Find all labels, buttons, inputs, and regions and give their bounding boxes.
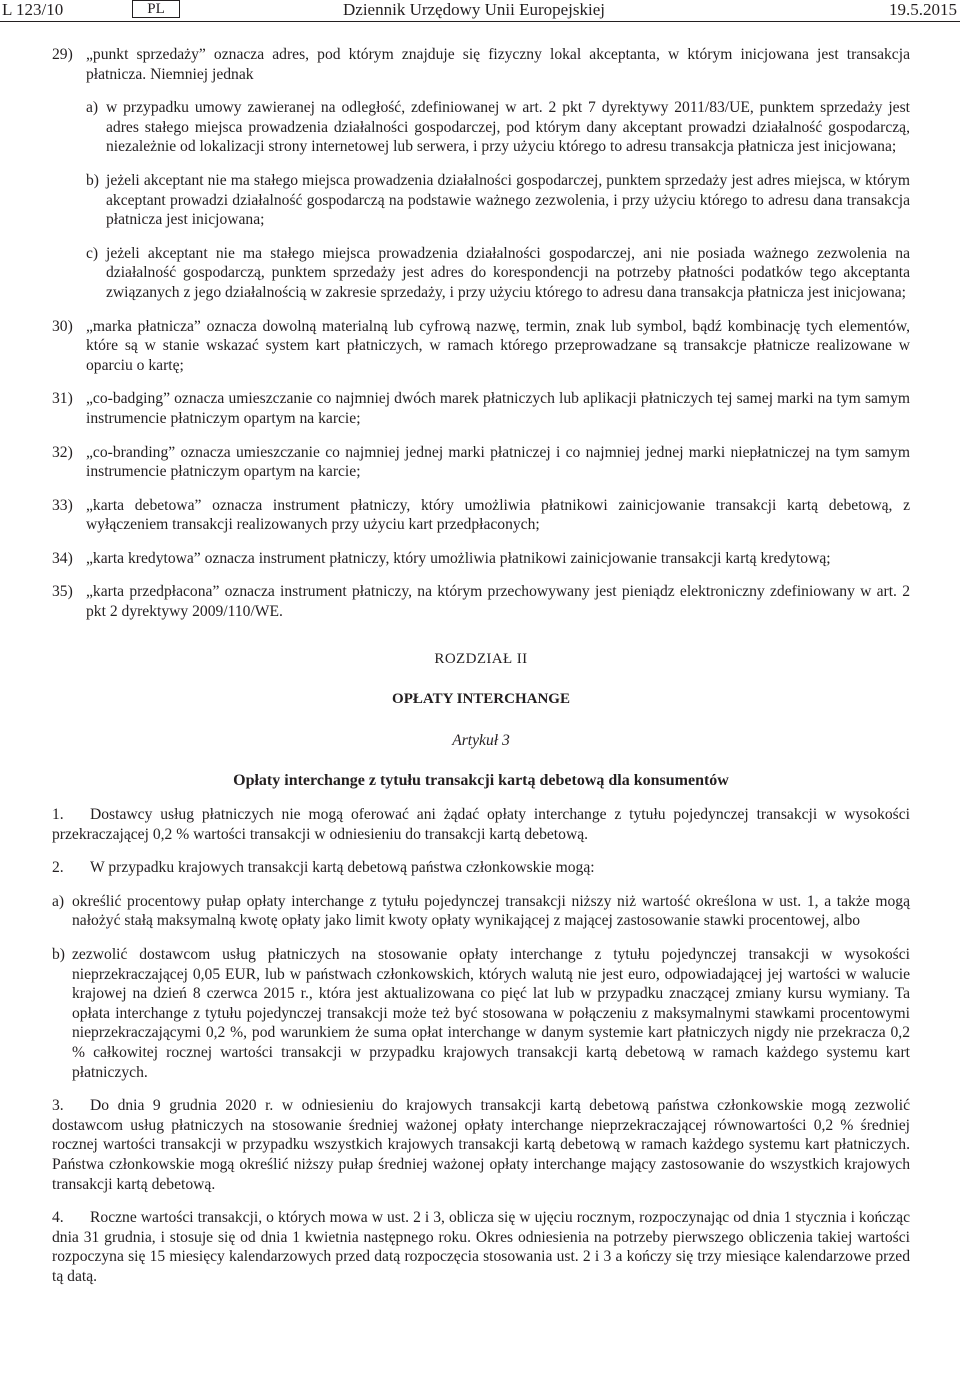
page-header xyxy=(0,0,960,24)
definition-number: 35) xyxy=(52,583,73,601)
journal-title: Dziennik Urzędowy Unii Europejskiej xyxy=(343,0,606,19)
definition-29 xyxy=(52,45,910,303)
definition-number: 33) xyxy=(52,496,73,514)
point-text: zezwolić dostawcom usług płatniczych na stosowanie opłaty interchange z tytułu pojedynczej transakcji w wysokości nieprzekraczającej 0,05 EUR, lub w państwach członkowskich, których walutą nie jest euro, odpowiadającej jej wartości w walucie krajowej na dzień 8 czerwca 2015 r., która jest aktualizowana co pięć lat lub w przypadku znaczącej zmiany kursu wymiany. Ta opłata interchange z tytułu pojedynczej transakcji może też być stosowana w połączeniu z maksymalnymi stawkami procentowymi nieprzekraczającymi 0,2 %, pod warunkiem że suma opłat interchange w danym systemie kart płatniczych nigdy nie przekracza 0,2 % całkowitej rocznej wartości transakcji w przypadku krajowych transakcji kartą debetową w ramach każdego systemu kart płatniczych. xyxy=(72,946,910,1081)
definition-35 xyxy=(52,582,910,621)
paragraph-2-point-b xyxy=(52,945,910,1082)
publication-date: 19.5.2015 xyxy=(889,0,957,19)
definition-number: 34) xyxy=(52,549,73,567)
definition-number: 29) xyxy=(52,46,73,63)
chapter-title: OPŁATY INTERCHANGE xyxy=(392,691,570,708)
definition-text: „karta debetowa” oznacza instrument płatniczy, który umożliwia płatnikowi zainicjowanie transakcji kartą debetową, z wyłączeniem transakcji realizowanych przy użyciu kart przedpłaconych; xyxy=(86,496,910,534)
definition-text: „punkt sprzedaży” oznacza adres, pod którym znajduje się fizyczny lokal akceptanta, w którym inicjowana jest transakcja płatnicza. Niemniej jednak xyxy=(86,46,910,83)
definition-text: „karta kredytowa” oznacza instrument płatniczy, który umożliwia płatnikowi zainicjowanie transakcji kartą kredytową; xyxy=(86,549,831,567)
point-text: jeżeli akceptant nie ma stałego miejsca prowadzenia działalności gospodarczej, ani nie posiada ważnego zezwolenia na działalność gospodarczą, punktem sprzedaży jest adres do korespondencji na potrzeby płatności podatków tego akceptanta związanych z jego działalnością w zakresie sprzedaży, i przy użyciu którego to adresu dana transakcja płatnicza jest inicjowana; xyxy=(106,244,910,301)
paragraph-text: W przypadku krajowych transakcji kartą debetową państwa członkowskie mogą: xyxy=(90,859,595,877)
definition-33 xyxy=(52,496,910,535)
point-text: jeżeli akceptant nie ma stałego miejsca prowadzenia działalności gospodarczej, punktem sprzedaży jest adres miejsca, w którym akceptant prowadzi działalność gospodarczą na podstawie ważnego zezwolenia, i przy użyciu którego to adresu dana transakcja płatnicza jest inicjowana; xyxy=(106,171,910,229)
chapter-label: ROZDZIAŁ II xyxy=(434,650,528,667)
article-label: Artykuł 3 xyxy=(452,731,510,749)
paragraph-2 xyxy=(52,858,910,878)
paragraph-2-point-a xyxy=(52,892,910,931)
article-title: Opłaty interchange z tytułu transakcji kartą debetową dla konsumentów xyxy=(233,772,729,790)
paragraph-1 xyxy=(52,805,910,844)
definition-32 xyxy=(52,443,910,482)
point-label: c) xyxy=(86,244,99,262)
point-label: b) xyxy=(86,171,99,189)
point-label: b) xyxy=(52,946,65,963)
document-body xyxy=(52,45,910,1287)
paragraph-number: 1. xyxy=(52,806,64,824)
point-text: określić procentowy pułap opłaty interchange z tytułu pojedynczej transakcji niższy niż wartość określona w ust. 1, a także mogą nałożyć stałą maksymalną kwotę opłaty jako limit kwoty opłaty wynikającej z mającej zastosowanie stawki procentowej, albo xyxy=(72,892,910,930)
definition-29-point-b xyxy=(86,171,910,230)
paragraph-text: Do dnia 9 grudnia 2020 r. w odniesieniu do krajowych transakcji kartą debetową państwa członkowskie mogą zezwolić dostawcom usług płatniczych na stosowanie średniej ważonej opłaty interchange nieprzekraczającej równowartości 0,2 % średniej rocznej wartości transakcji w przypadku wszystkich krajowych transakcji kartą debetową w ramach każdego systemu kart płatniczych. Państwa członkowskie mogą określić niższy pułap średniej ważonej opłaty interchange mający zastosowanie do wszystkich krajowych transakcji kartą debetową. xyxy=(52,1097,910,1193)
page-number: L 123/10 xyxy=(2,0,64,19)
point-label: a) xyxy=(52,892,65,910)
definition-text: „co-badging” oznacza umieszczanie co najmniej dwóch marek płatniczych lub aplikacji płatniczych tej samej marki na tym samym instrumencie płatniczym opartym na karcie; xyxy=(86,390,910,427)
definition-30 xyxy=(52,317,910,376)
definition-number: 30) xyxy=(52,317,73,335)
language-code-box: PL xyxy=(132,0,180,18)
header-rule xyxy=(0,21,960,22)
paragraph-4 xyxy=(52,1208,910,1286)
definition-34 xyxy=(52,549,910,569)
paragraph-number: 4. xyxy=(52,1209,64,1227)
paragraph-text: Dostawcy usług płatniczych nie mogą oferować ani żądać opłaty interchange z tytułu pojedynczej transakcji w wysokości przekraczającej 0,2 % wartości transakcji w odniesieniu do transakcji kartą debetową. xyxy=(52,806,910,843)
paragraph-text: Roczne wartości transakcji, o których mowa w ust. 2 i 3, oblicza się w ujęciu rocznym, rozpoczynając od dnia 1 stycznia i kończąc dnia 31 grudnia, i stosuje się od dnia 1 kwietnia następnego roku. Okres odniesienia na potrzeby pierwszego obliczenia takiej wartości rozpoczyna się 15 miesięcy kalendarzowych przed datą rozpoczęcia stosowania ust. 2 i 3 a kończy się trzy miesiące kalendarzowe przed tą datą. xyxy=(52,1209,910,1285)
definition-number: 32) xyxy=(52,443,73,461)
point-text: w przypadku umowy zawieranej na odległość, zdefiniowanej w art. 2 pkt 7 dyrektywy 2011/83/UE, punktem sprzedaży jest adres stałego miejsca prowadzenia działalności gospodarczej, pod którym dany akceptant prowadzi działalność gospodarczą, niezależnie od lokalizacji strony internetowej lub serwera, i przy użyciu którego to adresu transakcja płatnicza jest inicjowana; xyxy=(106,99,910,156)
paragraph-number: 2. xyxy=(52,859,64,877)
paragraph-number: 3. xyxy=(52,1097,64,1115)
paragraph-3 xyxy=(52,1096,910,1194)
definition-29-point-a xyxy=(86,98,910,157)
definition-31 xyxy=(52,389,910,428)
definition-29-point-c xyxy=(86,244,910,303)
definition-text: „karta przedpłacona” oznacza instrument płatniczy, na którym przechowywany jest pieniądz elektroniczny zdefiniowany w art. 2 pkt 2 dyrektywy 2009/110/WE. xyxy=(86,583,910,621)
definition-number: 31) xyxy=(52,390,73,408)
point-label: a) xyxy=(86,99,99,117)
definition-text: „marka płatnicza” oznacza dowolną materialną lub cyfrową nazwę, termin, znak lub symbol, bądź kombinację tych elementów, które są w stanie wskazać system kart płatniczych, w ramach którego przeprowadzane są transakcje płatnicze realizowane w oparciu o kartę; xyxy=(86,317,910,374)
definition-text: „co-branding” oznacza umieszczanie co najmniej jednej marki płatniczej i co najmniej jednej marki niepłatniczej na tym samym instrumencie płatniczym opartym na karcie; xyxy=(86,443,910,481)
